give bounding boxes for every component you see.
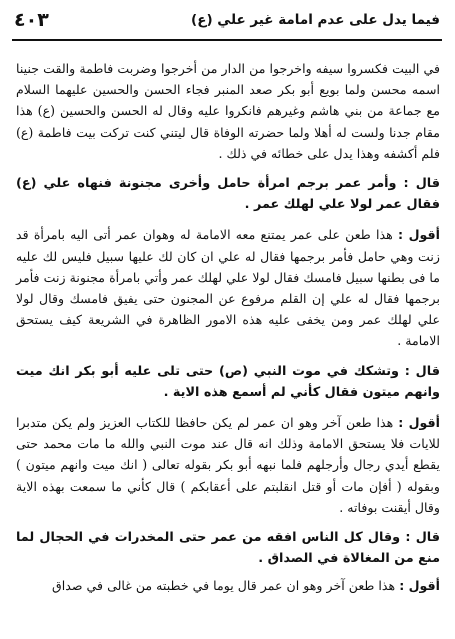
paragraph-text: هذا طعن على عمر يمتنع معه الامامة له وهوان عمر أتى اليه بامرأة قد زنت وهي حامل فأمر برجمها فقال له علي ان كان لك عليها سبيل فليس لك عليه ما فى بطنها سبيل فامسك فقال لولا علي لهلك عمر وأتي بامرأة مجنونة زنت فأمر برجمها فقال له علي إن القلم مرفوع عن المجنون حتى يفيق فامسك وقال لولا علي لهلك عمر ومن يخفى عليه هذه الامور الظاهرة في الشريعة كيف يستحق الامامة . bbox=[16, 227, 440, 349]
paragraph-continuation bbox=[16, 58, 440, 164]
paragraph-lead: قال : bbox=[405, 530, 440, 546]
header-rule bbox=[12, 39, 442, 41]
paragraph-aqulu bbox=[16, 412, 440, 518]
paragraph-text: وأمر عمر برجم امرأة حامل وأخرى مجنونة فنهاه علي (ع) فقال عمر لولا علي لهلك عمر . bbox=[16, 176, 440, 213]
running-title: فيما يدل على عدم امامة غير علي (ع) bbox=[191, 12, 440, 28]
page-header bbox=[14, 6, 440, 34]
paragraph-qala bbox=[16, 527, 440, 569]
paragraph-qala bbox=[16, 173, 440, 215]
paragraph-lead: أقول : bbox=[399, 578, 440, 594]
paragraph-aqulu bbox=[16, 224, 440, 351]
paragraph-lead: قال : bbox=[404, 363, 440, 379]
paragraph-text: في البيت فكسروا سيفه واخرجوا من الدار من أخرجوا وضربت فاطمة والقت جنينا اسمه محسن ولما بويع أبو بكر صعد المنبر فجاء الحسن والحسين عليهما السلام مع جماعة من بني هاشم وغيرهم فانكروا عليه وقال له الحسن والحسين (ع) هذا مقام جدنا ولست له أهلا ولما حضرته الوفاة قال ليتني كنت تركت بيت فاطمة (ع) فلم أكشفه وهذا يدل على خطائه في ذلك . bbox=[16, 61, 440, 161]
page-number: ٤٠٣ bbox=[14, 9, 49, 31]
paragraph-lead: أقول : bbox=[398, 415, 440, 431]
paragraph-text: وقال كل الناس افقه من عمر حتى المخدرات في الحجال لما منع من المغالاة في الصداق . bbox=[16, 530, 440, 567]
paragraph-lead: أقول : bbox=[397, 227, 440, 243]
paragraph-text: وتشكك في موت النبي (ص) حتى تلى عليه أبو بكر انك ميت وانهم ميتون فقال كأني لم أسمع هذه الاية . bbox=[16, 363, 440, 400]
body-text bbox=[16, 58, 440, 603]
paragraph-aqulu bbox=[16, 575, 440, 596]
paragraph-text: هذا طعن آخر وهو ان عمر لم يكن حافظا للكتاب العزيز ولم يكن متدبرا للايات فلا يستحق الامامة وذلك انه قال عند موت النبي والله ما مات محمد حتى يقطع أيدي رجال وأرجلهم فلما نبهه أبو بكر بقوله تعالى ( انك ميت وانهم ميتون ) وبقوله ( أفإن مات أو قتل انقلبتم على أعقابكم ) قال كأني ما سمعت بهذه الاية وقال أيقنت بوفاته . bbox=[16, 415, 440, 515]
paragraph-text: هذا طعن آخر وهو ان عمر قال يوما في خطبته من غالى في صداق bbox=[51, 578, 396, 594]
paragraph-qala bbox=[16, 361, 440, 403]
paragraph-lead: قال : bbox=[403, 176, 440, 192]
